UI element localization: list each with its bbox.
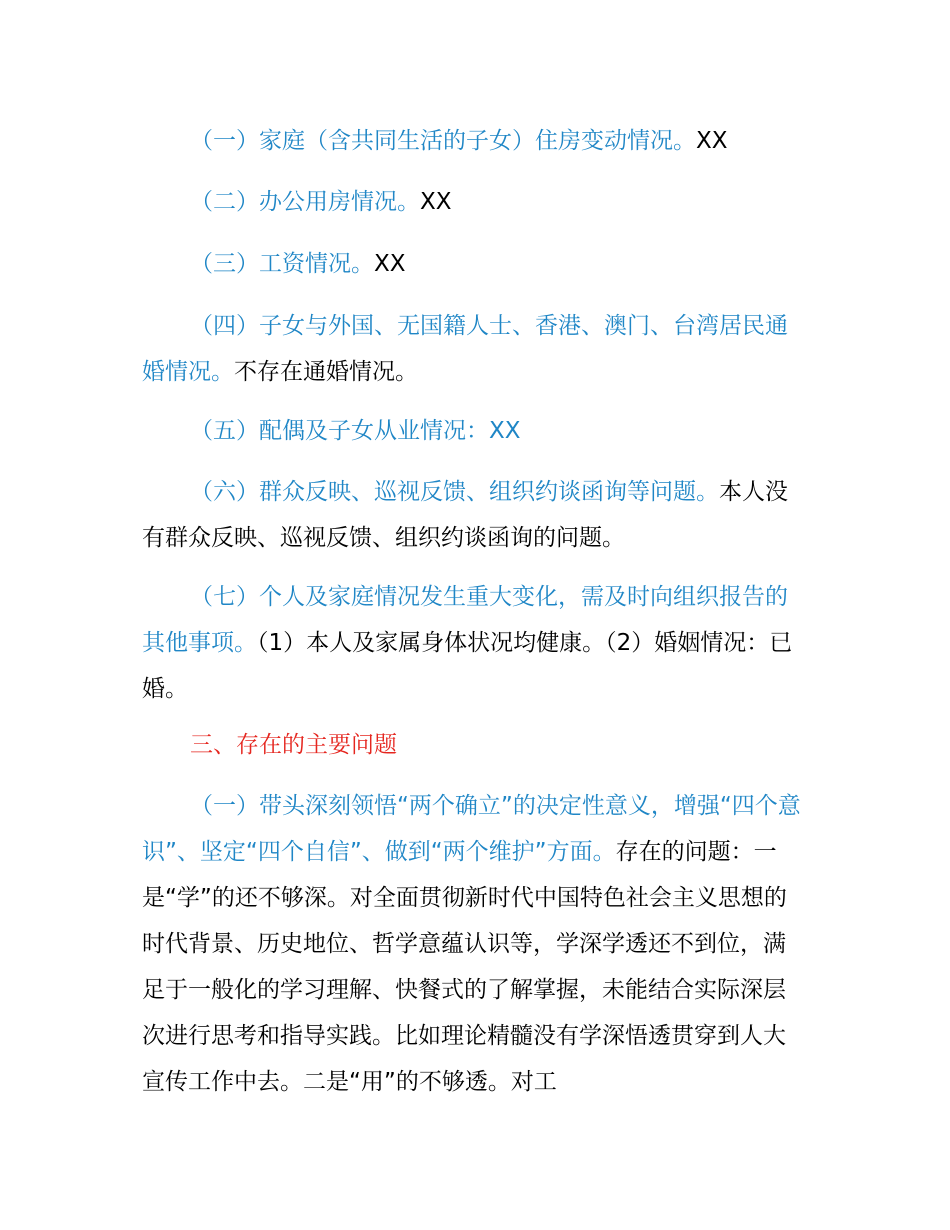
item-5-paragraph bbox=[142, 408, 802, 454]
item-7-heading: （七）个人及家庭情况发生重大变化，需及时向组织报告的其他事项。 bbox=[142, 584, 788, 656]
item-3-paragraph bbox=[142, 241, 802, 287]
item-5-body: XX bbox=[489, 418, 521, 444]
item-3-heading: （三）工资情况。 bbox=[190, 251, 374, 277]
item-4-body: 不存在通婚情况。 bbox=[234, 359, 418, 385]
section-3-item-1-body: 存在的问题：一是“学”的还不够深。对全面贯彻新时代中国特色社会主义思想的时代背景、历史地位、哲学意蕴认识等，学深学透还不到位，满足于一般化的学习理解、快餐式的了解掌握，未能结合实际深层次进行思考和指导实践。比如理论精髓没有学深悟透贯穿到人大宣传工作中去。二是“用”的不够透。对工 bbox=[142, 839, 787, 1095]
item-6-heading: （六）群众反映、巡视反馈、组织约谈函询等问题。 bbox=[190, 479, 719, 505]
item-2-paragraph bbox=[142, 179, 802, 225]
item-4-heading: （四）子女与外国、无国籍人士、香港、澳门、台湾居民通婚情况。 bbox=[142, 313, 788, 385]
item-2-body: XX bbox=[420, 189, 452, 215]
item-6-body: 本人没有群众反映、巡视反馈、组织约谈函询的问题。 bbox=[142, 479, 788, 551]
item-1-heading: （一）家庭（含共同生活的子女）住房变动情况。 bbox=[190, 128, 696, 154]
section-3-item-1-paragraph bbox=[142, 783, 802, 1105]
item-6-paragraph bbox=[142, 469, 802, 561]
section-3-item-1-heading: （一）带头深刻领悟“两个确立”的决定性意义，增强“四个意识”、坚定“四个自信”、做到“两个维护”方面。 bbox=[142, 793, 801, 865]
item-3-body: XX bbox=[374, 251, 406, 277]
item-7-paragraph bbox=[142, 574, 802, 712]
item-2-heading: （二）办公用房情况。 bbox=[190, 189, 420, 215]
item-1-body: XX bbox=[696, 128, 728, 154]
item-4-paragraph bbox=[142, 303, 802, 395]
item-1-paragraph bbox=[142, 118, 802, 164]
item-5-heading: （五）配偶及子女从业情况： bbox=[190, 418, 489, 444]
section-3-title: 三、存在的主要问题 bbox=[190, 732, 397, 758]
item-7-body: （1）本人及家属身体状况均健康。（2）婚姻情况：已婚。 bbox=[142, 630, 793, 702]
